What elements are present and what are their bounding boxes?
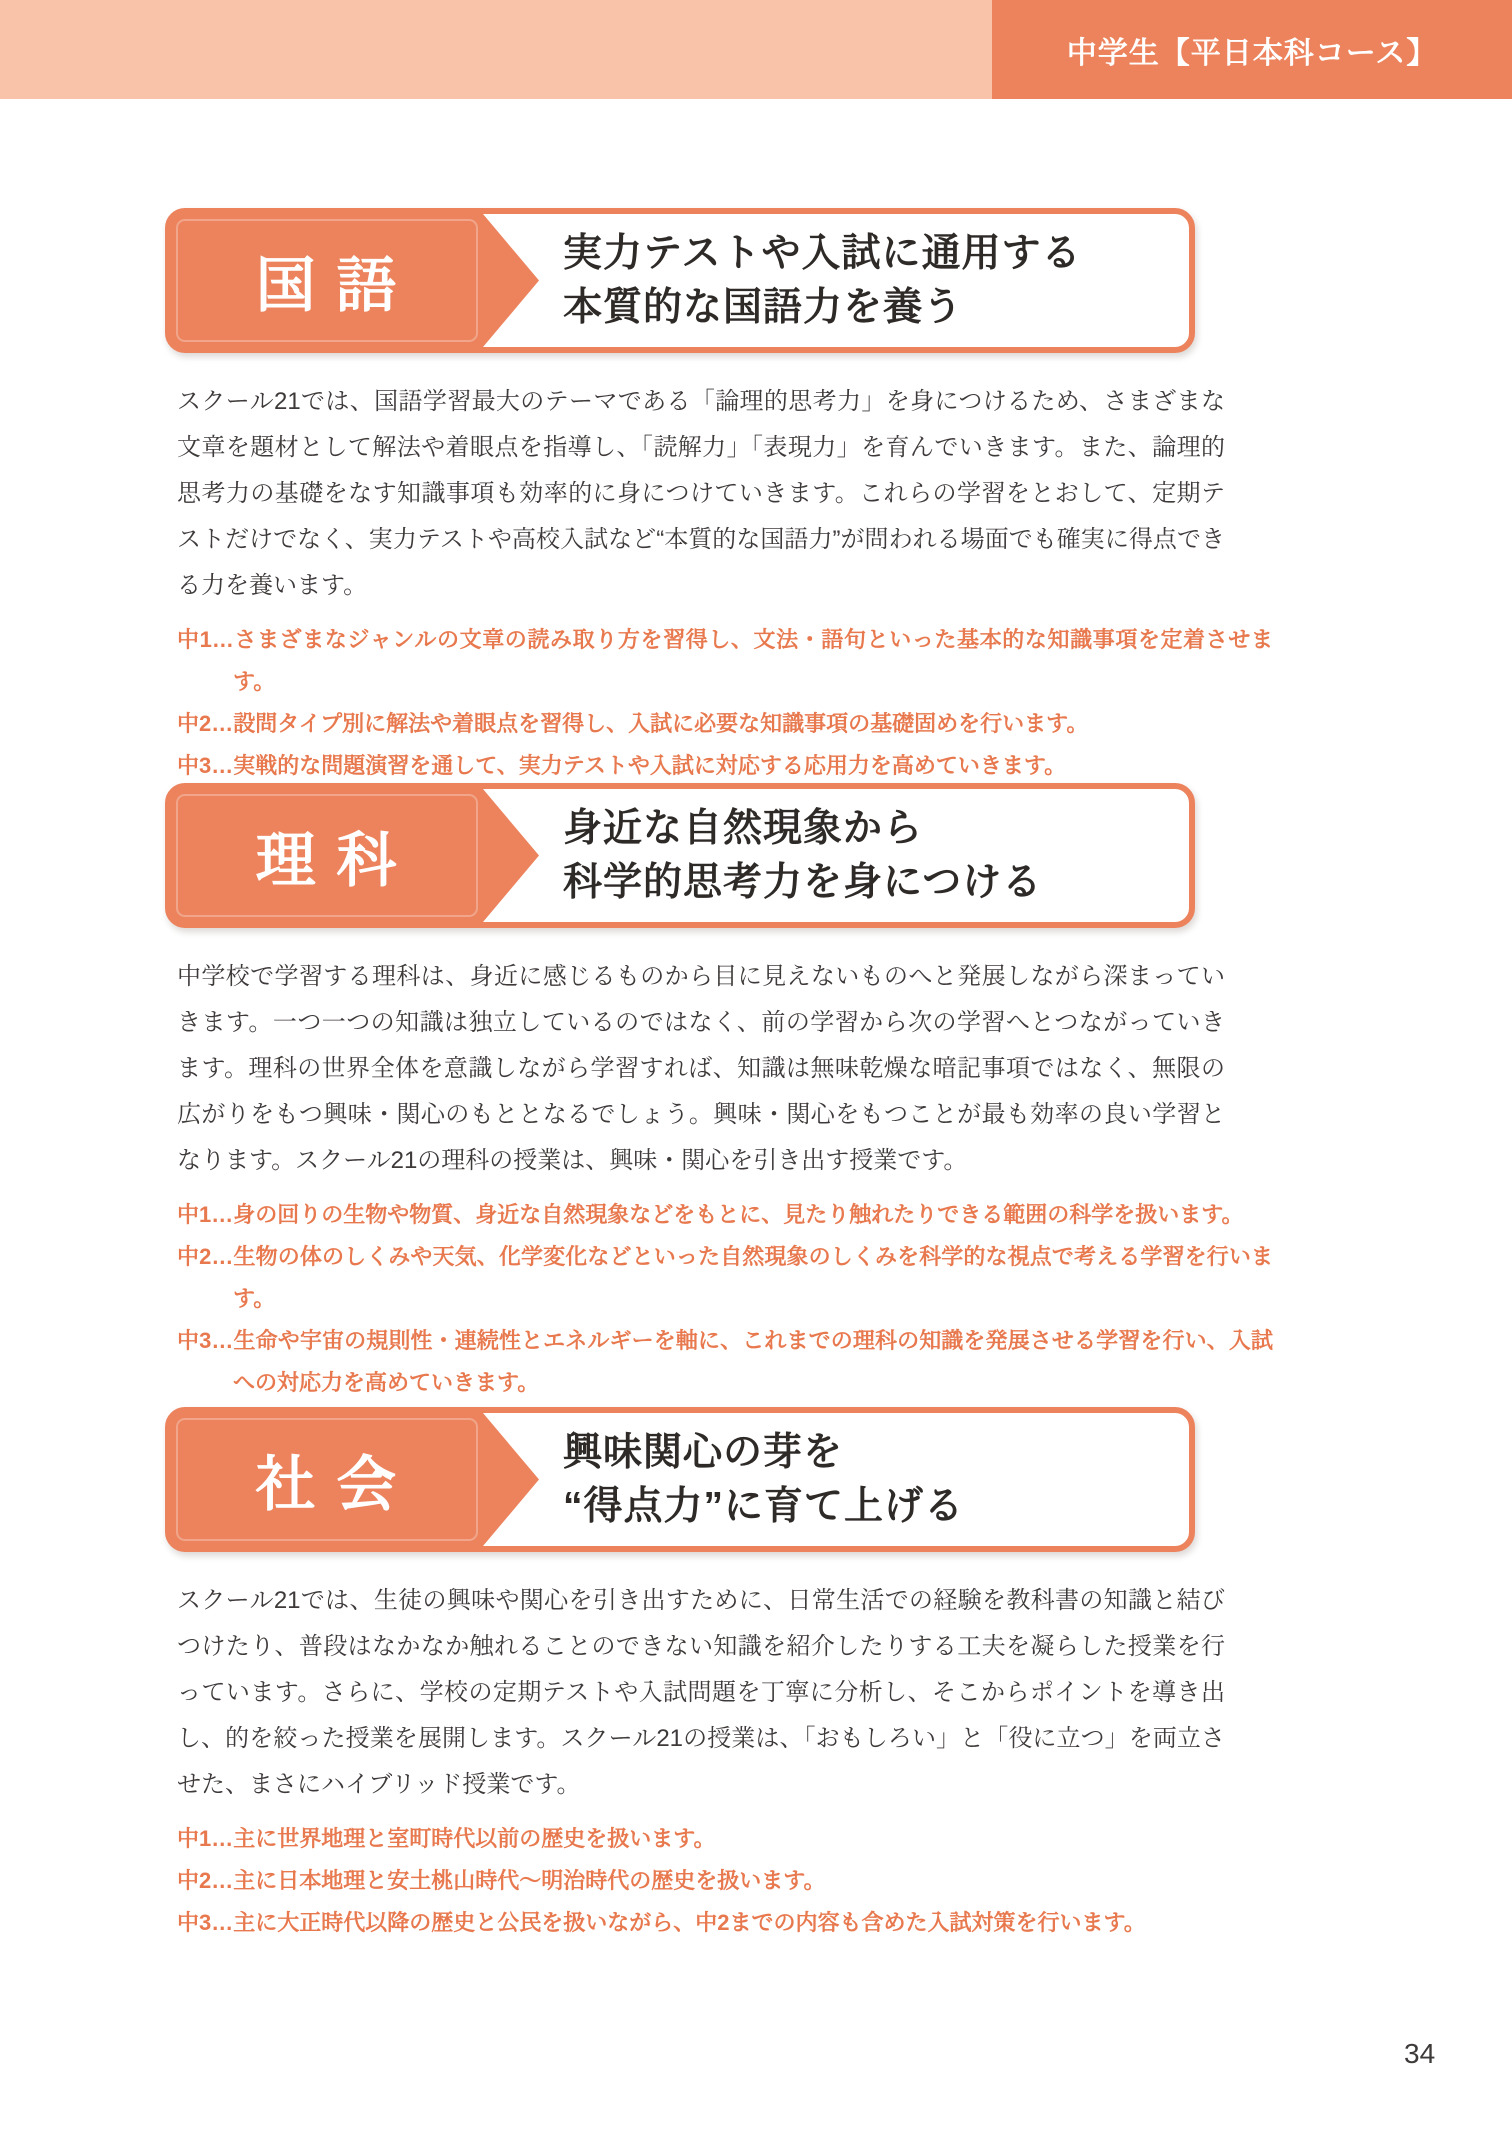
- section-rika: [165, 783, 1273, 1404]
- section-heading: [563, 1413, 1179, 1546]
- grade-note-line: 中3…主に大正時代以降の歴史と公民を扱いながら、中2までの内容も含めた入試対策を行います。: [177, 1910, 1146, 1935]
- section-kokugo: [165, 208, 1273, 787]
- subject-label-text: 国 語: [255, 251, 399, 319]
- subject-banner: [165, 208, 1195, 353]
- section-body-text: 中学校で学習する理科は、身近に感じるものから目に見えないものへと発展しながら深まっていきます。一つ一つの知識は独立しているのではなく、前の学習から次の学習へとつながっていきます。理科の世界全体を意識しながら学習すれば、知識は無味乾燥な暗記事項ではなく、無限の広がりをもつ興味・関心のもととなるでしょう。興味・関心をもつことが最も効率の良い学習となります。スクール21の理科の授業は、興味・関心を引き出す授業です。: [177, 963, 1225, 1174]
- grade-note-line: 中2…主に日本地理と安土桃山時代〜明治時代の歴史を扱います。: [177, 1868, 826, 1893]
- subject-label-text: 理 科: [255, 826, 399, 894]
- grade-note-line: 中2…設問タイプ別に解法や着眼点を習得し、入試に必要な知識事項の基礎固めを行います。: [177, 711, 1089, 736]
- grade-notes: [177, 1194, 1273, 1404]
- grade-notes: [177, 1818, 1273, 1944]
- grade-note-line: 中3…生命や宇宙の規則性・連続性とエネルギーを軸に、これまでの理科の知識を発展させる学習を行い、入試への対応力を高めていきます。: [177, 1328, 1273, 1395]
- subject-label: [171, 789, 483, 922]
- section-body-text: スクール21では、国語学習最大のテーマである「論理的思考力」を身につけるため、さまざまな文章を題材として解法や着眼点を指導し、「読解力」「表現力」を育んでいきます。また、論理的思考力の基礎をなす知識事項も効率的に身につけていきます。これらの学習をとおして、定期テストだけでなく、実力テストや高校入試など“本質的な国語力”が問われる場面でも確実に得点できる力を養います。: [177, 388, 1225, 599]
- section-shakai: [165, 1407, 1225, 1944]
- subject-label: [171, 214, 483, 347]
- subject-banner: [165, 783, 1195, 928]
- grade-note-line: 中1…さまざまなジャンルの文章の読み取り方を習得し、文法・語句といった基本的な知識事項を定着させます。: [177, 627, 1273, 694]
- page-number: 34: [1404, 2038, 1436, 2069]
- section-body-text: スクール21では、生徒の興味や関心を引き出すために、日常生活での経験を教科書の知識と結びつけたり、普段はなかなか触れることのできない知識を紹介したりする工夫を凝らした授業を行っています。さらに、学校の定期テストや入試問題を丁寧に分析し、そこからポイントを導き出し、的を絞った授業を展開します。スクール21の授業は、「おもしろい」と「役に立つ」を両立させた、まさにハイブリッド授業です。: [177, 1587, 1225, 1798]
- heading-line: 興味関心の芽を: [563, 1430, 844, 1474]
- grade-note-line: 中2…生物の体のしくみや天気、化学変化などといった自然現象のしくみを科学的な視点で考える学習を行います。: [177, 1244, 1273, 1311]
- grade-note-line: 中3…実戦的な問題演習を通して、実力テストや入試に対応する応用力を高めていきます。: [177, 753, 1067, 778]
- peach-band: [0, 0, 992, 99]
- grade-note-line: 中1…主に世界地理と室町時代以前の歴史を扱います。: [177, 1826, 716, 1851]
- subject-banner: [165, 1407, 1195, 1552]
- course-badge: [992, 0, 1512, 99]
- top-band: [0, 0, 1512, 99]
- heading-line: 身近な自然現象から: [563, 806, 924, 850]
- section-heading: [563, 789, 1179, 922]
- grade-note-line: 中1…身の回りの生物や物質、身近な自然現象などをもとに、見たり触れたりできる範囲の科学を扱います。: [177, 1202, 1244, 1227]
- chevron-right-icon: [483, 1413, 539, 1546]
- subject-label-text: 社 会: [255, 1450, 399, 1518]
- subject-label: [171, 1413, 483, 1546]
- chevron-right-icon: [483, 789, 539, 922]
- heading-line: 本質的な国語力を養う: [563, 285, 964, 329]
- heading-line: 実力テストや入試に通用する: [563, 231, 1082, 275]
- course-badge-label: 中学生【平日本科コース】: [1066, 36, 1438, 70]
- heading-line: 科学的思考力を身につける: [563, 860, 1043, 904]
- heading-line: “得点力”に育て上げる: [563, 1484, 965, 1528]
- section-heading: [563, 214, 1179, 347]
- grade-notes: [177, 619, 1273, 787]
- chevron-right-icon: [483, 214, 539, 347]
